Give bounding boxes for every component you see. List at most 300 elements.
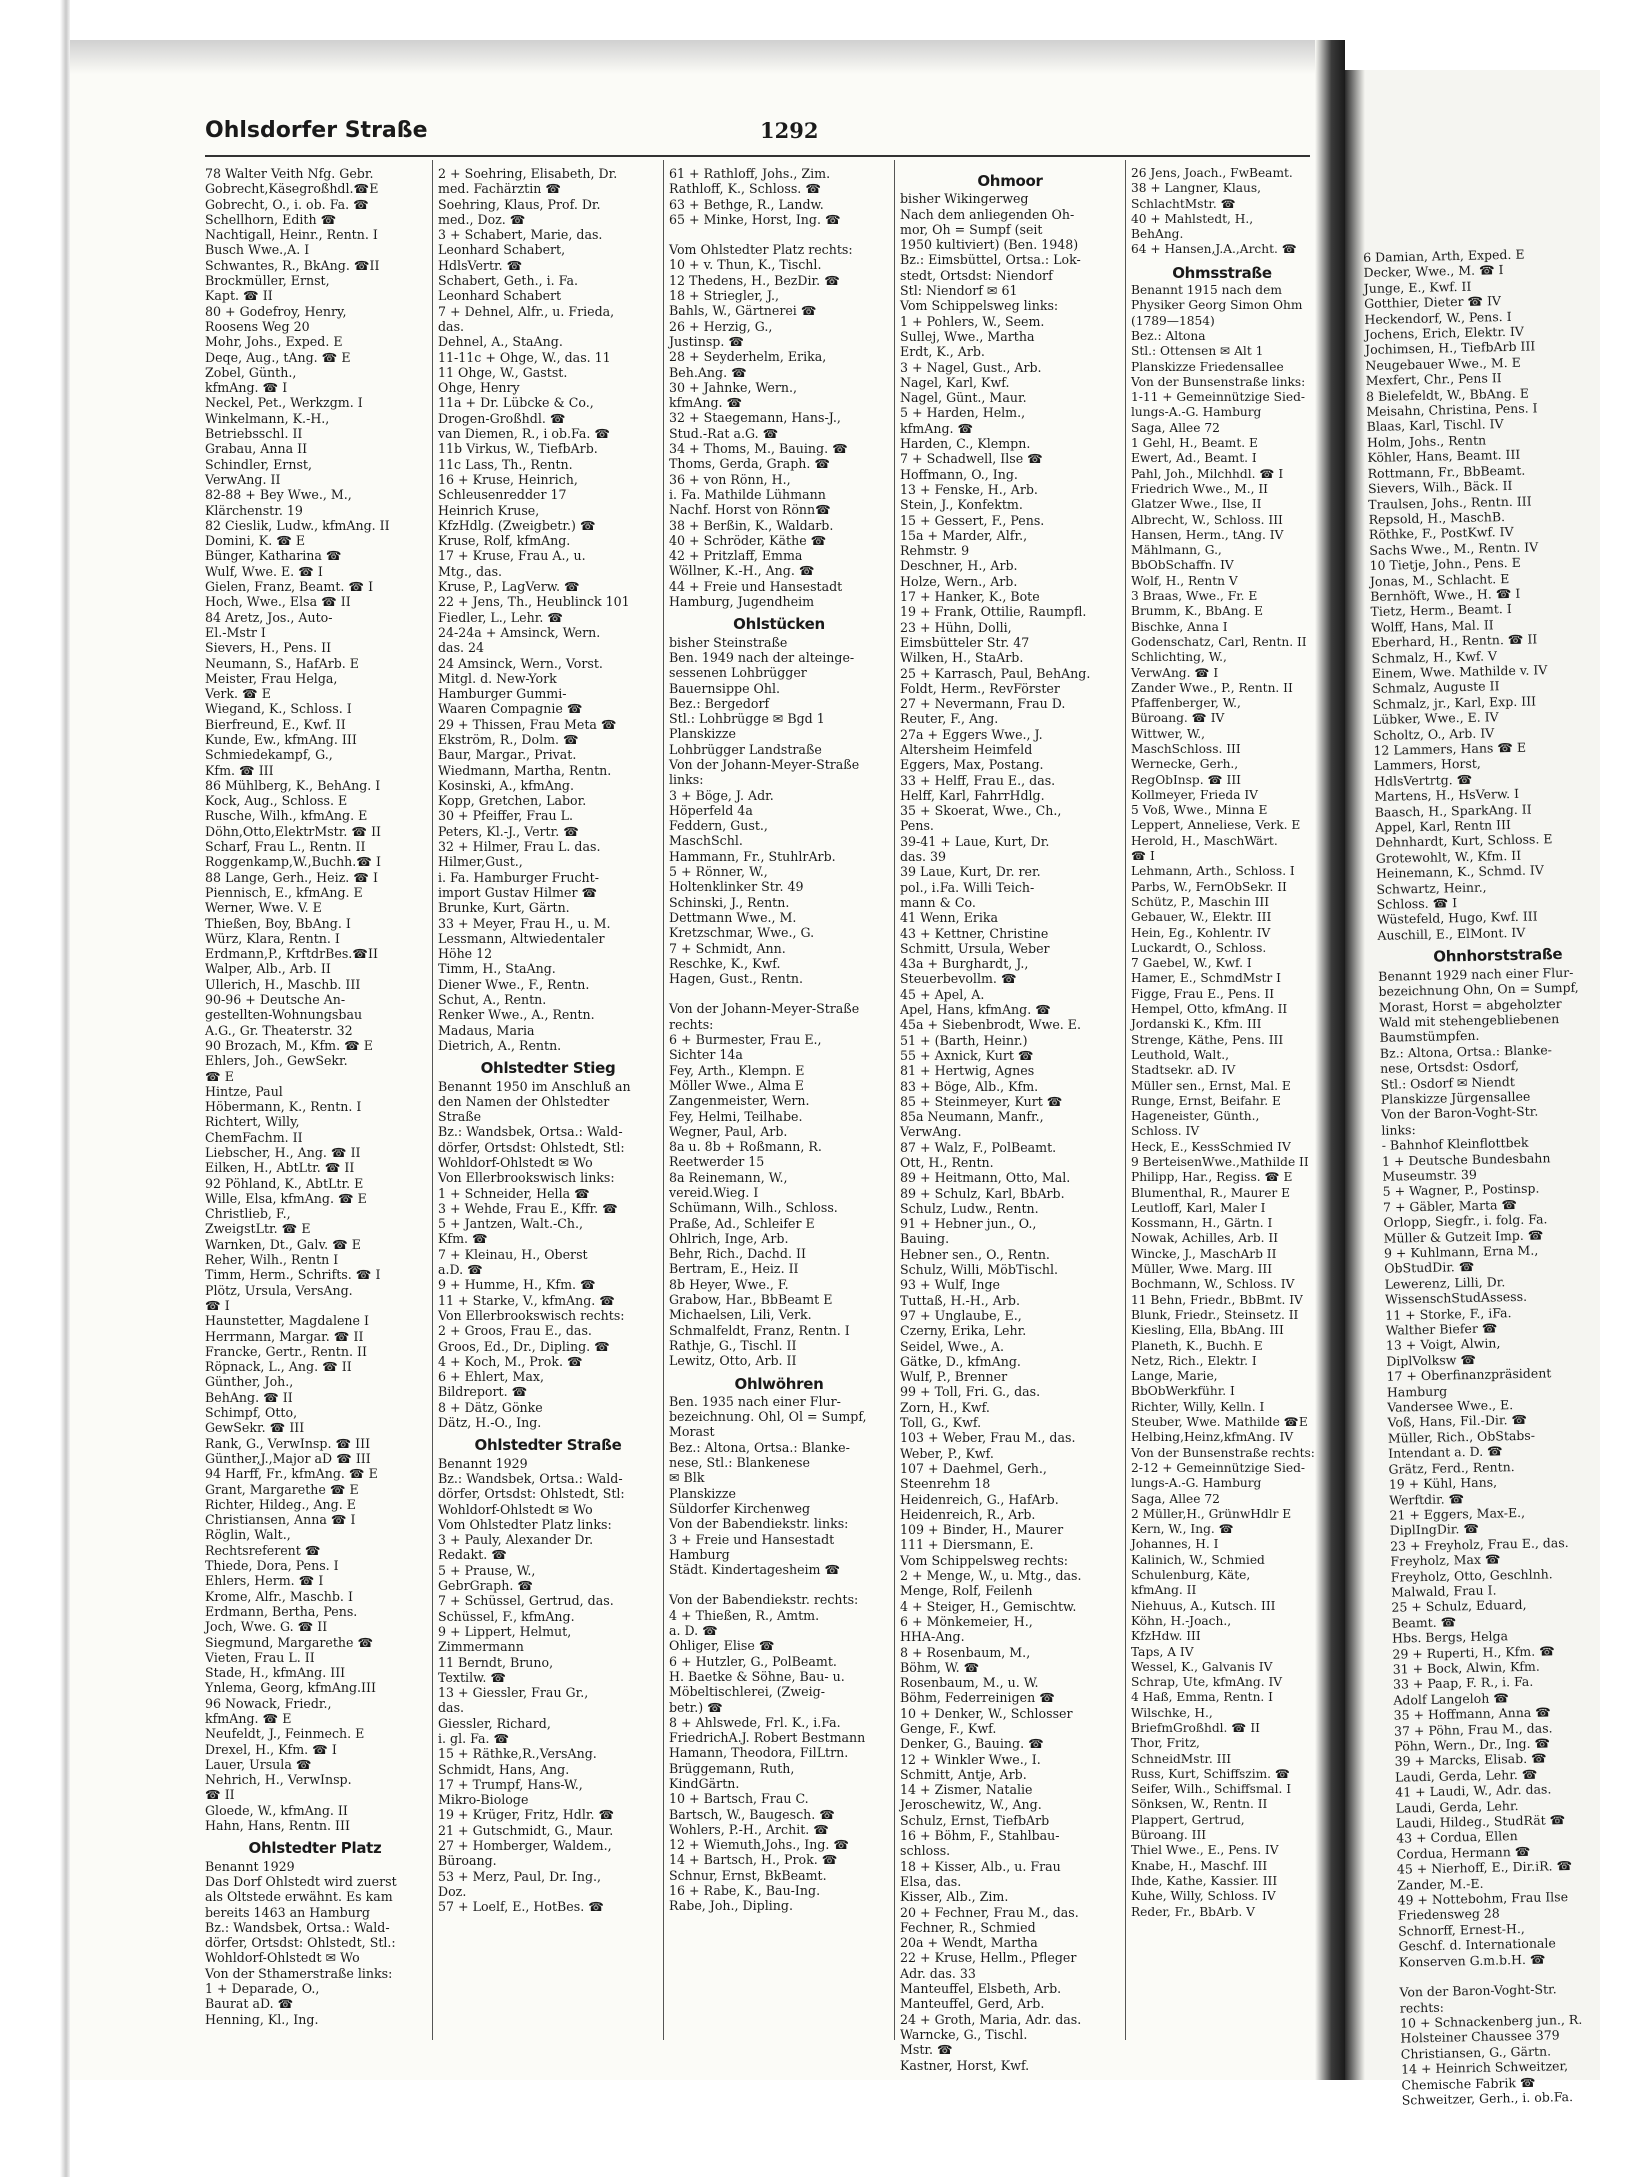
directory-entry: Von der Baron-Voght-Str. [1399, 1981, 1557, 2000]
directory-entry: Soehring, Klaus, Prof. Dr. [438, 196, 601, 212]
directory-entry: Beh.Ang. ☎ [669, 364, 747, 380]
directory-entry: 38 + Langner, Klaus, [1131, 181, 1262, 196]
directory-entry: Ohge, Henry [438, 380, 520, 396]
directory-entry: 6 + Ehlert, Max, [438, 1369, 544, 1385]
directory-entry: 35 + Skoerat, Wwe., Ch., [900, 803, 1062, 819]
directory-entry: Apel, Hans, kfmAng. ☎ [900, 1002, 1051, 1018]
directory-entry: 39 + Marcks, Elisab. ☎ [1394, 1750, 1547, 1770]
directory-entry: Winkelmann, K.-H., [205, 410, 330, 426]
directory-entry: Reschke, K., Kwf. [669, 955, 781, 971]
directory-entry: Werftdir. ☎ [1389, 1490, 1465, 1508]
directory-entry: Baur, Margar., Privat. [438, 747, 577, 763]
directory-entry: Lauer, Ursula ☎ [205, 1756, 312, 1772]
directory-entry: das. 39 [900, 849, 947, 865]
directory-column-2 [438, 166, 658, 1915]
directory-entry: ChemFachm. II [205, 1129, 303, 1145]
directory-entry: Planskizze Jürgensallee [1380, 1088, 1531, 1107]
directory-entry: 20 + Fechner, Frau M., das. [900, 1904, 1079, 1920]
directory-entry: Wohldorf-Ohlstedt ✉ Wo [438, 1155, 593, 1170]
directory-entry: Lohbrügger Landstraße [669, 741, 822, 757]
directory-entry: 17 + Kruse, Frau A., u. [438, 548, 586, 564]
directory-entry: 53 + Merz, Paul, Dr. Ing., [438, 1868, 602, 1884]
directory-entry: Morast, Horst = abgeholzter [1378, 995, 1562, 1015]
directory-entry: Das Dorf Ohlstedt wird zuerst [205, 1873, 397, 1889]
directory-entry: stedt, Ortsdst: Niendorf [900, 267, 1053, 283]
directory-entry: 9 BerteisenWwe.,Mathilde II [1131, 1155, 1309, 1169]
street-heading: Ohlwöhren [734, 1374, 824, 1393]
directory-entry: Kern, W., Ing. ☎ [1131, 1522, 1234, 1537]
directory-entry: 31 + Bock, Alwin, Kfm. [1392, 1658, 1540, 1677]
directory-entry: 86 Mühlberg, K., BehAng. I [205, 777, 381, 793]
directory-entry: Saga, Allee 72 [1131, 1491, 1220, 1506]
directory-entry: Henning, Kl., Ing. [205, 2011, 319, 2027]
directory-column-5 [1131, 166, 1313, 1920]
directory-entry: Vandersee Wwe., E. [1387, 1397, 1514, 1415]
directory-entry: 89 + Heitmann, Otto, Mal. [900, 1170, 1071, 1186]
directory-entry: Hbs. Bergs, Helga [1391, 1628, 1509, 1646]
directory-entry: 7 + Kleinau, H., Oberst [438, 1246, 588, 1262]
directory-entry: Höhe 12 [438, 946, 493, 962]
directory-entry: 8 + Ahlswede, Frl. K., i.Fa. [669, 1714, 841, 1730]
directory-entry: 43 + Cordua, Ellen [1396, 1828, 1518, 1847]
directory-entry: Neumann, S., HafArb. E [205, 655, 359, 671]
directory-entry: 11b Virkus, W., TiefbArb. [438, 441, 598, 457]
directory-entry: Reher, Wilh., Rentn I [205, 1252, 339, 1268]
directory-entry: Hagen, Gust., Rentn. [669, 971, 804, 987]
directory-entry: 7 + Gäbler, Marta ☎ [1382, 1196, 1518, 1215]
directory-entry: 11 Behn, Friedr., BbBmt. IV [1131, 1292, 1303, 1307]
directory-entry: Schulz, Willi, MöbTischl. [900, 1262, 1059, 1278]
directory-entry: Bez.: Altona, Ortsa.: Blanke- [669, 1439, 850, 1455]
street-heading: Ohmoor [977, 172, 1043, 190]
directory-entry: Schloss. ☎ I [1376, 895, 1458, 912]
directory-entry: Ehlers, Joh., GewSekr. [205, 1053, 348, 1069]
directory-entry: Hahn, Hans, Rentn. III [205, 1818, 350, 1834]
directory-entry: 45a + Siebenbrodt, Wwe. E. [900, 1017, 1081, 1033]
directory-entry: vereid.Wieg. I [669, 1185, 759, 1200]
directory-entry: Schulz, Ludw., Rentn. [900, 1200, 1039, 1216]
directory-entry: Thießen, Boy, BbAng. I [205, 915, 351, 931]
directory-entry: Hebner sen., O., Rentn. [900, 1246, 1050, 1262]
directory-entry: a. D. ☎ [669, 1623, 718, 1639]
directory-entry: FriedrichA.J. Robert Bestmann [669, 1730, 866, 1746]
directory-entry: Godenschatz, Carl, Rentn. II [1131, 634, 1307, 649]
directory-entry: Nachf. Horst von Rönn☎ [669, 502, 831, 518]
directory-entry: Schmalz, Auguste II [1372, 678, 1500, 697]
directory-entry: 9 + Humme, H., Kfm. ☎ [438, 1277, 596, 1293]
street-heading: Ohlstedter Stieg [480, 1059, 616, 1078]
directory-entry: DiplVolksw ☎ [1386, 1351, 1477, 1369]
directory-entry: Eberhard, H., Rentn. ☎ II [1371, 631, 1538, 651]
directory-entry: Ynlema, Georg, kfmAng.III [205, 1680, 376, 1696]
directory-entry: Werner, Wwe. V. E [205, 900, 322, 916]
directory-entry: Schüssel, F., kfmAng. [438, 1608, 575, 1624]
directory-entry: Elsa, das. [900, 1873, 962, 1889]
directory-entry: A.G., Gr. Theaterstr. 32 [205, 1022, 353, 1038]
directory-entry: Kuhe, Willy, Schloss. IV [1131, 1889, 1276, 1904]
directory-entry: Timm, H., StaAng. [438, 961, 556, 977]
directory-entry: Döhn,Otto,ElektrMstr. ☎ II [205, 823, 382, 839]
directory-entry: 30 + Jahnke, Wern., [669, 379, 797, 395]
directory-entry: Kossmann, H., Gärtn. I [1131, 1216, 1273, 1231]
directory-entry: 23 + Freyholz, Frau E., das. [1389, 1534, 1569, 1554]
directory-entry: Schütz, P., Maschin III [1131, 894, 1270, 909]
directory-entry: Nehrich, H., VerwInsp. [205, 1772, 352, 1788]
directory-entry: Warnken, Dt., Galv. ☎ E [205, 1236, 361, 1252]
column-divider [432, 160, 433, 2040]
directory-entry: bisher Steinstraße [669, 634, 788, 650]
directory-entry: Mstr. ☎ [900, 2042, 953, 2058]
directory-entry: Köhn, H.-Joach., [1131, 1613, 1232, 1628]
directory-entry: Warncke, G., Tischl. [900, 2026, 1028, 2042]
directory-entry: 10 + Denker, W., Schlosser [900, 1705, 1073, 1721]
directory-entry: med., Doz. ☎ [438, 211, 526, 227]
directory-entry: Wille, Elsa, kfmAng. ☎ E [205, 1190, 367, 1206]
directory-entry: Wohldorf-Ohlstedt ✉ Wo [205, 1950, 360, 1966]
directory-entry: Ekström, R., Dolm. ☎ [438, 731, 579, 747]
facing-page-column [1363, 245, 1642, 2108]
directory-entry: Physiker Georg Simon Ohm [1131, 298, 1303, 313]
directory-entry: Blumenthal, R., Maurer E [1131, 1185, 1291, 1200]
directory-entry: Lewerenz, Lilli, Dr. [1384, 1274, 1506, 1292]
directory-entry: Herold, H., MaschWärt. [1131, 833, 1278, 848]
directory-entry: Von der Baron-Voght-Str. [1380, 1103, 1539, 1123]
directory-entry: 45 + Nierhoff, E., Dir.iR. ☎ [1396, 1858, 1573, 1877]
directory-entry: a.D. ☎ [438, 1262, 483, 1278]
directory-entry: Städt. Kindertagesheim ☎ [669, 1562, 841, 1578]
directory-entry: Holsteiner Chaussee 379 [1400, 2027, 1560, 2046]
directory-entry: Zangenmeister, Wern. [669, 1093, 810, 1109]
directory-entry: Richter, Hildeg., Ang. E [205, 1496, 356, 1512]
directory-entry: Kopp, Gretchen, Labor. [438, 793, 587, 809]
directory-entry: MaschSchl. [669, 833, 743, 849]
directory-entry: Ohliger, Elise ☎ [669, 1638, 775, 1654]
directory-entry: Bz.: Eimsbüttel, Ortsa.: Lok- [900, 252, 1081, 268]
directory-entry: Philipp, Har., Regiss. ☎ E [1131, 1170, 1293, 1185]
directory-entry: mor, Oh = Sumpf (seit [900, 221, 1043, 237]
directory-entry: Schindler, Ernst, [205, 456, 312, 472]
directory-entry: Müller sen., Ernst, Mal. E [1131, 1078, 1291, 1093]
directory-entry: 2 + Groos, Frau E., das. [438, 1323, 592, 1339]
directory-entry: Laudi, Gerda, Lehr. ☎ [1394, 1766, 1538, 1785]
directory-entry: 90 Brozach, M., Kfm. ☎ E [205, 1037, 374, 1053]
directory-entry: 90-96 + Deutsche An- [205, 992, 346, 1008]
directory-entry: Zander Wwe., P., Rentn. II [1131, 680, 1293, 695]
directory-entry: Plötz, Ursula, VersAng. [205, 1282, 353, 1298]
directory-entry: Bartsch, W., Baugesch. ☎ [669, 1806, 835, 1822]
directory-entry: betr.) ☎ [669, 1699, 723, 1715]
directory-entry: Büroang. [438, 1853, 497, 1869]
directory-entry: Walther Biefer ☎ [1385, 1320, 1498, 1338]
directory-entry: 96 Nowack, Friedr., [205, 1695, 332, 1711]
directory-entry: i. Fa. Mathilde Lühmann [669, 486, 826, 502]
directory-entry: ZweigstLtr. ☎ E [205, 1221, 311, 1237]
directory-entry: schloss. [900, 1843, 951, 1859]
directory-entry: 11-11c + Ohge, W., das. 11 [438, 349, 611, 365]
directory-entry: GewSekr. ☎ III [205, 1420, 305, 1436]
directory-entry: Erdt, K., Arb. [900, 344, 985, 360]
directory-entry: Wegner, Paul, Arb. [669, 1123, 788, 1139]
directory-entry: Wald mit stehengebliebenen [1379, 1010, 1560, 1030]
directory-entry: Schnorff, Ernest-H., [1398, 1920, 1525, 1939]
directory-entry: 24 Amsinck, Wern., Vorst. [438, 655, 603, 671]
directory-entry: 36 + von Rönn, H., [669, 471, 791, 487]
directory-entry: dörfer, Ortsdst: Ohlstedt, Stl: [438, 1486, 625, 1502]
directory-entry: Helbing,Heinz,kfmAng. IV [1131, 1430, 1294, 1445]
directory-entry: Ullerich, H., Maschb. III [205, 976, 361, 992]
directory-entry: Friedrich Wwe., M., II [1131, 481, 1268, 496]
directory-entry: Decker, Wwe., M. ☎ I [1363, 262, 1504, 281]
directory-entry: Holze, Wern., Arb. [900, 573, 1018, 589]
directory-entry: Nowak, Achilles, Arb. II [1131, 1231, 1279, 1246]
directory-entry: Wüstefeld, Hugo, Kwf. III [1376, 908, 1538, 928]
directory-entry: Hintze, Paul [205, 1083, 283, 1099]
directory-entry: Planeth, K., Buchh. E [1131, 1338, 1263, 1353]
directory-entry: 55 + Axnick, Kurt ☎ [900, 1047, 1034, 1063]
directory-entry: Büroang. III [1131, 1828, 1207, 1843]
directory-entry: Sievers, H., Pens. II [205, 640, 332, 656]
directory-entry: 51 + (Barth, Heinr.) [900, 1032, 1028, 1048]
directory-entry: 10 + Bartsch, Frau C. [669, 1791, 809, 1807]
directory-entry: 57 + Loelf, E., HotBes. ☎ [438, 1899, 604, 1915]
directory-entry: 8 + Dätz, Gönke [438, 1399, 543, 1415]
directory-entry: 109 + Binder, H., Maurer [900, 1522, 1064, 1538]
directory-entry: Böhm, W. ☎ [900, 1659, 980, 1675]
directory-entry: Rottmann, Fr., BbBeamt. [1367, 462, 1526, 481]
directory-entry: Bochmann, W., Schloss. IV [1131, 1277, 1295, 1292]
directory-entry: Lange, Marie, [1131, 1369, 1218, 1384]
directory-entry: - Bahnhof Kleinflottbek [1381, 1134, 1529, 1153]
directory-entry: bezeichnung Ohn, On = Sumpf, [1378, 979, 1579, 999]
directory-entry: Heidenreich, R., Arb. [900, 1506, 1036, 1522]
directory-entry: Gielen, Franz, Beamt. ☎ I [205, 579, 374, 595]
directory-entry: 25 + Karrasch, Paul, BehAng. [900, 665, 1091, 681]
directory-entry: Rathloff, K., Schloss. ☎ [669, 181, 822, 197]
directory-entry: Krome, Alfr., Maschb. I [205, 1588, 353, 1604]
directory-entry: Praße, Ad., Schleifer E [669, 1215, 815, 1231]
directory-entry: Wolf, H., Rentn V [1131, 573, 1238, 588]
directory-entry: nese, Stl.: Blankenese [669, 1455, 810, 1471]
directory-entry: 4 + Koch, M., Prok. ☎ [438, 1353, 583, 1369]
directory-entry: Zobel, Günth., [205, 364, 297, 380]
directory-entry: Ben. 1935 nach einer Flur- [669, 1393, 841, 1409]
directory-entry: Wernecke, Gerh., [1131, 757, 1239, 772]
directory-entry: Denker, G., Bauing. ☎ [900, 1736, 1044, 1752]
directory-entry: Schulenburg, Käte, [1131, 1568, 1251, 1583]
directory-entry: Meister, Frau Helga, [205, 670, 338, 686]
directory-entry: Grabow, Har., BbBeamt E [669, 1292, 833, 1308]
directory-entry: Jonas, M., Schlacht. E [1369, 570, 1510, 589]
directory-entry: 44 + Freie und Hansestadt [669, 578, 843, 594]
directory-entry: Roosens Weg 20 [205, 318, 310, 334]
directory-entry: Konserven G.m.b.H. ☎ [1398, 1951, 1546, 1970]
directory-entry: WissenschStudAssess. [1384, 1289, 1528, 1307]
directory-entry: 11 Berndt, Bruno, [438, 1654, 554, 1670]
directory-entry: Manteuffel, Gerd, Arb. [900, 1996, 1045, 2012]
directory-entry: Von der Bunsenstraße links: [1131, 374, 1306, 389]
directory-entry: Vom Ohlstedter Platz links: [438, 1516, 612, 1532]
directory-entry: Lammers, Horst, [1373, 756, 1481, 774]
directory-entry: Schloss. IV [1131, 1124, 1200, 1139]
directory-entry: Roggenkamp,W.,Buchh.☎ I [205, 854, 381, 870]
directory-entry: BbObWerkführ. I [1131, 1384, 1235, 1399]
directory-entry: 6 + Burmester, Frau E., [669, 1032, 822, 1048]
directory-entry: Pfaffenberger, W., [1131, 696, 1241, 711]
directory-entry: Holm, Johs., Rentn [1366, 432, 1487, 450]
directory-entry: Müller, Rich., ObStabs- [1387, 1427, 1536, 1446]
directory-entry: Drogen-Großhdl. ☎ [438, 410, 566, 426]
directory-entry: Morast [669, 1424, 715, 1440]
directory-entry: Schmalz, H., Kwf. V [1371, 647, 1498, 666]
directory-entry: Hoch, Wwe., Elsa ☎ II [205, 594, 351, 610]
directory-entry: Hilmer,Gust., [438, 854, 523, 870]
directory-entry: 3 + Nagel, Gust., Arb. [900, 359, 1042, 375]
directory-entry: Repsold, H., MaschB. [1368, 508, 1506, 527]
directory-entry: Einem, Wwe. Mathilde v. IV [1371, 662, 1548, 681]
directory-entry: Cordua, Hermann ☎ [1396, 1843, 1531, 1862]
directory-entry: 5 + Jantzen, Walt.-Ch., [438, 1216, 583, 1232]
directory-entry: gestellten-Wohnungsbau [205, 1007, 363, 1023]
directory-entry: Kruse, Rolf, kfmAng. [438, 533, 571, 549]
directory-entry: Wessel, K., Galvanis IV [1131, 1659, 1273, 1674]
directory-entry: 17 + Trumpf, Hans-W., [438, 1776, 583, 1792]
directory-entry: 7 + Schmidt, Ann. [669, 940, 786, 956]
directory-entry: Sönksen, W., Rentn. II [1131, 1797, 1268, 1812]
directory-entry: Stade, H., kfmAng. III [205, 1665, 346, 1681]
directory-entry: links: [669, 772, 704, 788]
directory-entry: Christlieb, F., [205, 1206, 291, 1222]
directory-entry: Laudi, Hildeg., StudRät ☎ [1395, 1812, 1566, 1831]
directory-entry: Lewitz, Otto, Arb. II [669, 1353, 797, 1369]
directory-entry: 1 + Pohlers, W., Seem. [900, 313, 1045, 329]
directory-entry: Eimsbütteler Str. 47 [900, 634, 1030, 650]
directory-entry: kfmAng. ☎ [900, 420, 974, 436]
directory-entry: Leonhard Schabert [438, 288, 562, 304]
directory-entry: Brockmüller, Ernst, [205, 273, 330, 289]
directory-entry: 5 + Wagner, P., Postinsp. [1382, 1180, 1540, 1200]
directory-entry: 78 Walter Veith Nfg. Gebr. [205, 166, 374, 181]
directory-entry: Möbeltischlerei, (Zweig- [669, 1684, 825, 1700]
directory-entry: Blunk, Friedr., Steinsetz. II [1131, 1307, 1299, 1322]
directory-entry: Jochimsen, H., TiefbArb III [1364, 338, 1536, 358]
directory-entry: 85a Neumann, Manfr., [900, 1109, 1044, 1125]
directory-entry: 29 + Ruperti, H., Kfm. ☎ [1392, 1642, 1555, 1662]
directory-entry: Kfm. ☎ III [205, 762, 274, 778]
directory-entry: Grant, Margarethe ☎ E [205, 1481, 359, 1497]
directory-entry: Ott, H., Rentn. [900, 1155, 994, 1170]
directory-entry: Schmiedekampf, G., [205, 747, 333, 763]
directory-entry: Kfm. ☎ [438, 1231, 488, 1247]
directory-entry: Adolf Langeloh ☎ [1393, 1690, 1509, 1708]
directory-entry: 3 + Wehde, Frau E., Kffr. ☎ [438, 1200, 618, 1216]
directory-entry: Brunke, Kurt, Gärtn. [438, 900, 570, 916]
column-divider [1125, 160, 1126, 2040]
directory-entry: Eggers, Max, Postang. [900, 757, 1044, 773]
directory-entry: 21 + Eggers, Max-E., [1389, 1504, 1526, 1523]
directory-entry: Wilschke, H., [1131, 1705, 1213, 1720]
directory-entry: Heidenreich, G., HafArb. [900, 1491, 1059, 1507]
directory-entry: Dehnhardt, Kurt, Schloss. E [1375, 831, 1553, 851]
directory-entry: Jeroschewitz, W., Ang. [900, 1797, 1042, 1813]
directory-entry: 14 + Heinrich Schweitzer, [1400, 2058, 1569, 2077]
directory-entry: Benannt 1950 im Anschluß an [438, 1078, 631, 1094]
directory-entry: lungs-A.-G. Hamburg [1131, 405, 1262, 420]
directory-entry: Von der Johann-Meyer-Straße [669, 756, 860, 772]
directory-entry: 64 + Hansen,J.A.,Archt. ☎ [1131, 242, 1297, 257]
directory-entry: 27a + Eggers Wwe., J. [900, 726, 1043, 742]
directory-entry: Dietrich, A., Rentn. [438, 1037, 562, 1053]
directory-entry: Von der Sthamerstraße links: [205, 1965, 393, 1981]
directory-entry: 91 + Hebner jun., O., [900, 1216, 1037, 1232]
directory-entry: (1789—1854) [1131, 313, 1215, 328]
directory-entry: Kock, Aug., Schloss. E [205, 793, 348, 809]
directory-entry: Höbermann, K., Rentn. I [205, 1099, 362, 1115]
directory-entry: 10 Tietje, John., Pens. E [1369, 554, 1521, 574]
directory-entry: Zander, M.-E. [1397, 1875, 1484, 1893]
directory-entry: Reder, Fr., BbArb. V [1131, 1904, 1255, 1919]
directory-entry: Schwartz, Heinr., [1376, 879, 1487, 897]
directory-entry: 33 + Helff, Frau E., das. [900, 772, 1056, 788]
directory-entry: Bz.: Altona, Ortsa.: Blanke- [1379, 1041, 1553, 1061]
directory-entry: Benannt 1915 nach dem [1131, 283, 1282, 298]
directory-entry: Fiedler, L., Lehr. ☎ [438, 609, 564, 625]
directory-entry: Rehmstr. 9 [900, 543, 970, 559]
directory-entry: 27 + Homberger, Waldem., [438, 1838, 612, 1854]
directory-entry: Grätz, Ferd., Rentn. [1388, 1458, 1515, 1477]
directory-entry: KfzHdlg. (Zweigbetr.) ☎ [438, 517, 596, 533]
directory-entry: Jochens, Erich, Elektr. IV [1364, 323, 1525, 343]
directory-entry: i. Fa. Hamburger Frucht- [438, 869, 599, 885]
directory-entry: Fey, Helmi, Teilhabe. [669, 1108, 803, 1124]
directory-entry: Dehnel, A., StaAng. [438, 334, 563, 350]
directory-entry: Malwald, Frau I. [1390, 1582, 1497, 1600]
directory-entry: Zimmermann [438, 1639, 524, 1655]
directory-entry: Benannt 1929 [438, 1455, 528, 1471]
directory-entry: Seifer, Wilh., Schiffsmal. I [1131, 1782, 1292, 1797]
directory-entry: Busch Wwe.,A. I [205, 242, 310, 258]
directory-entry: Heck, E., KessSchmied IV [1131, 1139, 1291, 1154]
directory-entry: 83 + Böge, Alb., Kfm. [900, 1078, 1039, 1094]
directory-entry: Heckendorf, W., Pens. I [1364, 308, 1512, 327]
directory-entry: 34 + Thoms, M., Bauing. ☎ [669, 441, 848, 457]
directory-entry: 88 Lange, Gerh., Heiz. ☎ I [205, 869, 378, 885]
directory-entry: SchneidMstr. III [1131, 1751, 1232, 1766]
directory-entry: kfmAng. ☎ [669, 395, 743, 411]
directory-entry: ✉ Blk [669, 1470, 705, 1486]
directory-entry: Von Ellerbrookswisch links: [438, 1170, 615, 1186]
directory-entry: Vom Ohlstedter Platz rechts: [669, 242, 853, 258]
directory-entry: Nach dem anliegenden Oh- [900, 206, 1075, 222]
directory-entry: 15 + Gessert, F., Pens. [900, 512, 1045, 528]
directory-entry: Bez.: Altona [1131, 328, 1206, 343]
directory-entry: Günther,J.,Major aD ☎ III [205, 1450, 371, 1466]
directory-entry: KfzHdw. III [1131, 1629, 1201, 1644]
directory-entry: Günther, Joh., [205, 1374, 294, 1390]
directory-entry: Straße [438, 1109, 482, 1125]
directory-entry: Piennisch, E., kfmAng. E [205, 884, 363, 900]
directory-entry: 40 + Schröder, Käthe ☎ [669, 532, 827, 548]
directory-entry: Stadtsekr. aD. IV [1131, 1063, 1236, 1078]
directory-entry: Wulf, Wwe. E. ☎ I [205, 563, 323, 579]
page-number: 1292 [760, 118, 819, 143]
directory-entry: Peters, Kl.-J., Vertr. ☎ [438, 823, 579, 839]
directory-entry: 13 + Fenske, H., Arb. [900, 481, 1038, 497]
directory-entry: Sievers, Wilh., Bäck. II [1367, 478, 1513, 497]
directory-entry: Rosenbaum, M., u. W. [900, 1675, 1039, 1691]
directory-entry: Bz.: Wandsbek, Ortsa.: Wald- [205, 1919, 390, 1935]
directory-entry: 17 + Hanker, K., Bote [900, 589, 1040, 605]
directory-entry: Niehuus, A., Kutsch. III [1131, 1598, 1276, 1613]
